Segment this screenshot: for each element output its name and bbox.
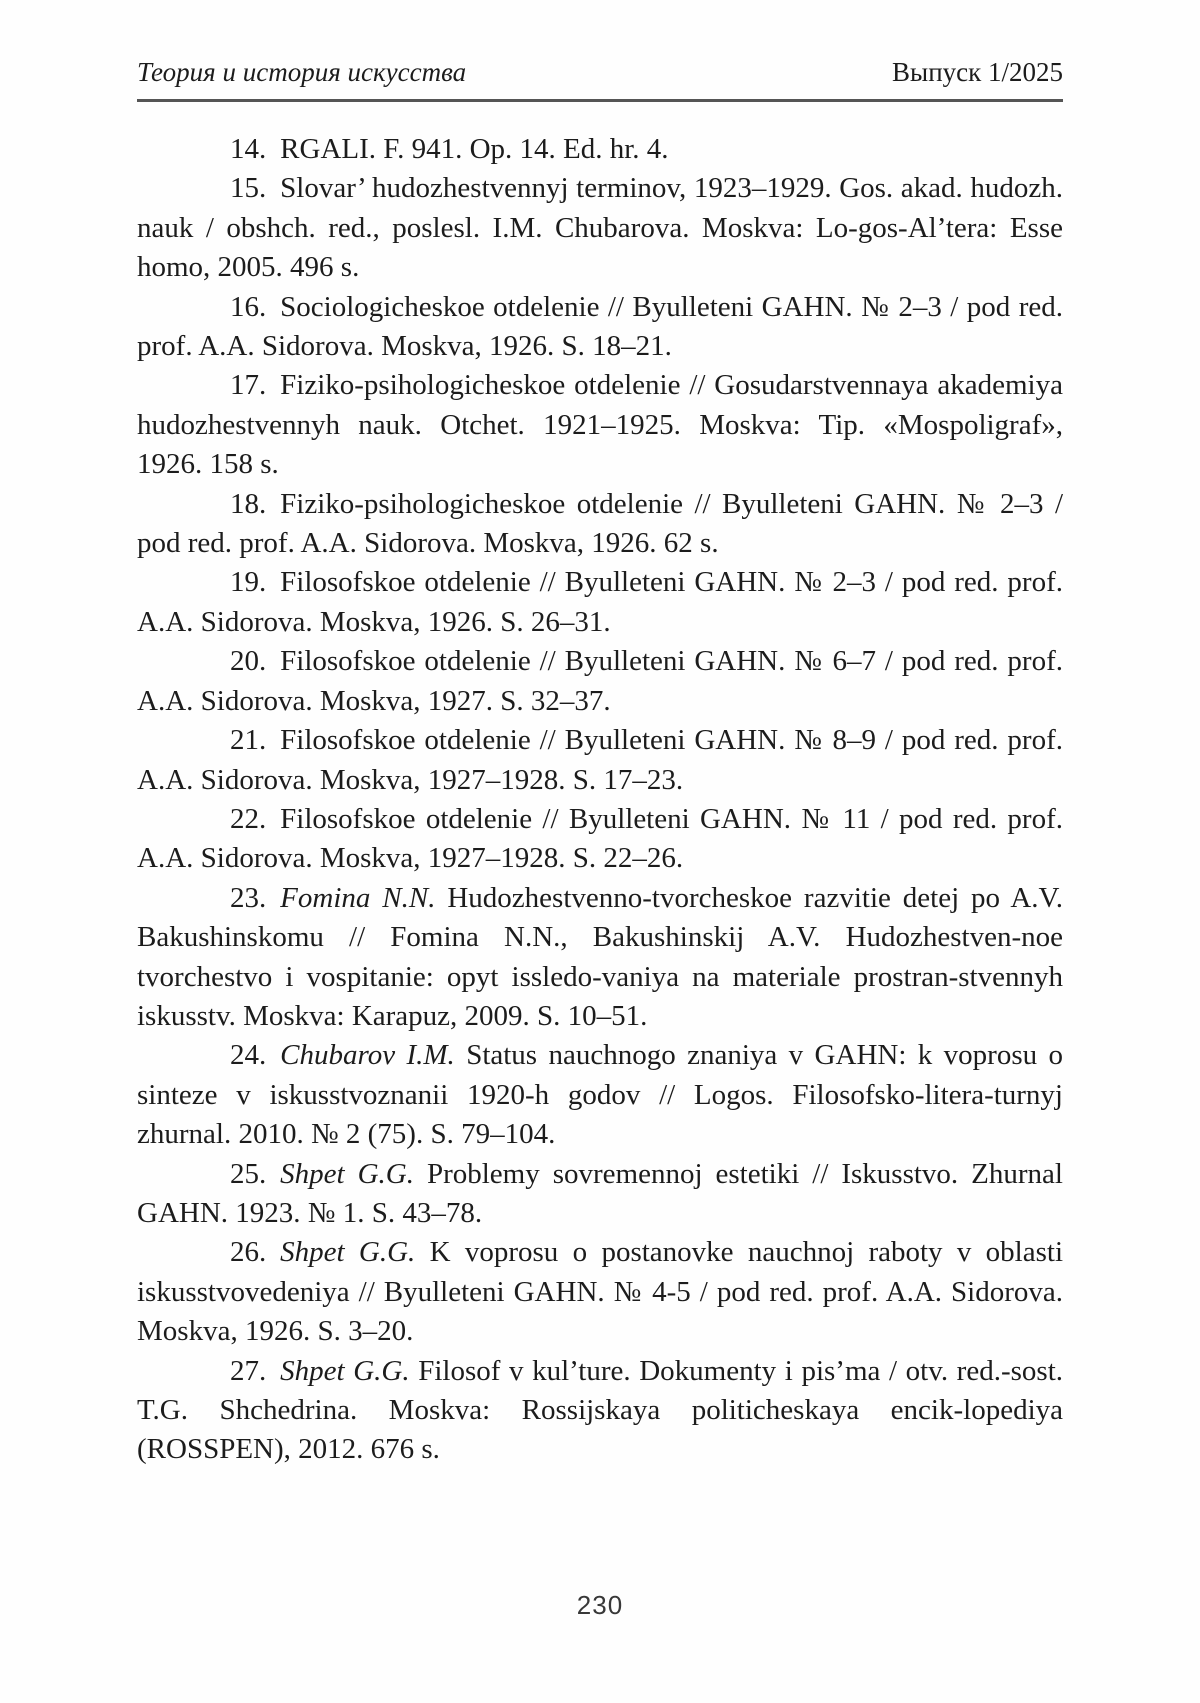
reference-number: 25. <box>230 1157 267 1190</box>
reference-text: Fiziko-psihologicheskoe otdelenie // Byulleteni GAHN. № 2–3 / pod red. prof. A.A. Sidorova. Moskva, 1926. 62 s. <box>137 487 1063 560</box>
reference-text: Problemy sovremennoj estetiki // Iskusstvo. Zhurnal GAHN. 1923. № 1. S. 43–78. <box>137 1157 1063 1229</box>
reference-text: Filosofskoe otdelenie // Byulleteni GAHN. № 11 / pod red. prof. A.A. Sidorova. Moskva, 1927–1928. S. 22–26. <box>137 802 1063 875</box>
issue-label: Выпуск 1/2025 <box>892 57 1063 87</box>
reference-list <box>137 130 1063 1470</box>
reference-number: 15. <box>230 172 267 205</box>
reference-author: Shpet G.G. <box>280 1354 419 1387</box>
reference-number: 22. <box>230 802 267 835</box>
reference-author: Fomina N.N. <box>280 881 448 914</box>
reference-text: Filosofskoe otdelenie // Byulleteni GAHN. № 6–7 / pod red. prof. A.A. Sidorova. Moskva, 1927. S. 32–37. <box>137 645 1063 717</box>
reference-entry <box>137 485 1063 564</box>
reference-entry <box>137 169 1063 287</box>
reference-text: Slovar’ hudozhestvennyj terminov, 1923–1929. Gos. akad. hudozh. nauk / obshch. red., poslesl. I.M. Chubarova. Moskva: Lo-gos-Al’tera: Esse homo, 2005. 496 s. <box>137 172 1063 284</box>
reference-number: 19. <box>230 566 267 599</box>
page-footer <box>0 1590 1200 1621</box>
reference-number: 20. <box>230 645 267 678</box>
section-title: Теория и история искусства <box>137 57 467 87</box>
reference-text: Hudozhestvenno-tvorcheskoe razvitie detej po A.V. Bakushinskomu // Fomina N.N., Bakushinskij A.V. Hudozhestven-noe tvorchestvo i vospitanie: opyt issledo-vaniya na materiale prostran-stvennyh iskusstv. Moskva: Karapuz, 2009. S. 10–51. <box>137 881 1063 1032</box>
header-rule <box>137 99 1063 102</box>
reference-number: 14. <box>230 133 267 165</box>
reference-number: 27. <box>230 1354 267 1387</box>
reference-entry <box>137 563 1063 642</box>
reference-entry <box>137 130 1063 169</box>
page-number: 230 <box>576 1590 624 1620</box>
reference-text: RGALI. F. 941. Op. 14. Ed. hr. 4. <box>280 133 669 165</box>
reference-text: Filosofskoe otdelenie // Byulleteni GAHN. № 2–3 / pod red. prof. A.A. Sidorova. Moskva, 1926. S. 26–31. <box>137 566 1063 638</box>
reference-text: K voprosu o postanovke nauchnoj raboty v oblasti iskusstvovedeniya // Byulleteni GAHN. № 4-5 / pod red. prof. A.A. Sidorova. Moskva, 1926. S. 3–20. <box>137 1236 1063 1348</box>
reference-text: Filosofskoe otdelenie // Byulleteni GAHN. № 8–9 / pod red. prof. A.A. Sidorova. Moskva, 1927–1928. S. 17–23. <box>137 724 1063 796</box>
running-header <box>137 56 1063 88</box>
reference-entry <box>137 1233 1063 1351</box>
reference-number: 16. <box>230 290 267 323</box>
reference-entry <box>137 879 1063 1037</box>
reference-number: 26. <box>230 1236 267 1269</box>
reference-entry <box>137 800 1063 879</box>
reference-number: 23. <box>230 881 267 914</box>
reference-number: 17. <box>230 369 267 402</box>
reference-entry <box>137 288 1063 367</box>
reference-entry <box>137 642 1063 721</box>
reference-entry <box>137 721 1063 800</box>
reference-entry <box>137 366 1063 484</box>
reference-number: 18. <box>230 487 267 520</box>
reference-number: 24. <box>230 1039 267 1072</box>
reference-author: Chubarov I.M. <box>280 1039 467 1072</box>
reference-author: Shpet G.G. <box>280 1157 427 1190</box>
reference-text: Status nauchnogo znaniya v GAHN: k voprosu o sinteze v iskusstvoznanii 1920-h godov // Logos. Filosofsko-litera-turnyj zhurnal. 2010. № 2 (75). S. 79–104. <box>137 1039 1063 1151</box>
reference-number: 21. <box>230 724 267 757</box>
reference-author: Shpet G.G. <box>280 1236 430 1269</box>
reference-entry <box>137 1155 1063 1234</box>
reference-text: Sociologicheskoe otdelenie // Byulleteni GAHN. № 2–3 / pod red. prof. A.A. Sidorova. Moskva, 1926. S. 18–21. <box>137 290 1063 363</box>
reference-entry <box>137 1352 1063 1470</box>
reference-text: Fiziko-psihologicheskoe otdelenie // Gosudarstvennaya akademiya hudozhestvennyh nauk. Otchet. 1921–1925. Moskva: Tip. «Mospoligraf», 1926. 158 s. <box>137 369 1063 481</box>
reference-text: Filosof v kul’ture. Dokumenty i pis’ma / otv. red.-sost. T.G. Shchedrina. Moskva: Rossijskaya politicheskaya encik-lopediya (ROSSPEN), 2012. 676 s. <box>137 1354 1063 1466</box>
reference-entry <box>137 1036 1063 1154</box>
